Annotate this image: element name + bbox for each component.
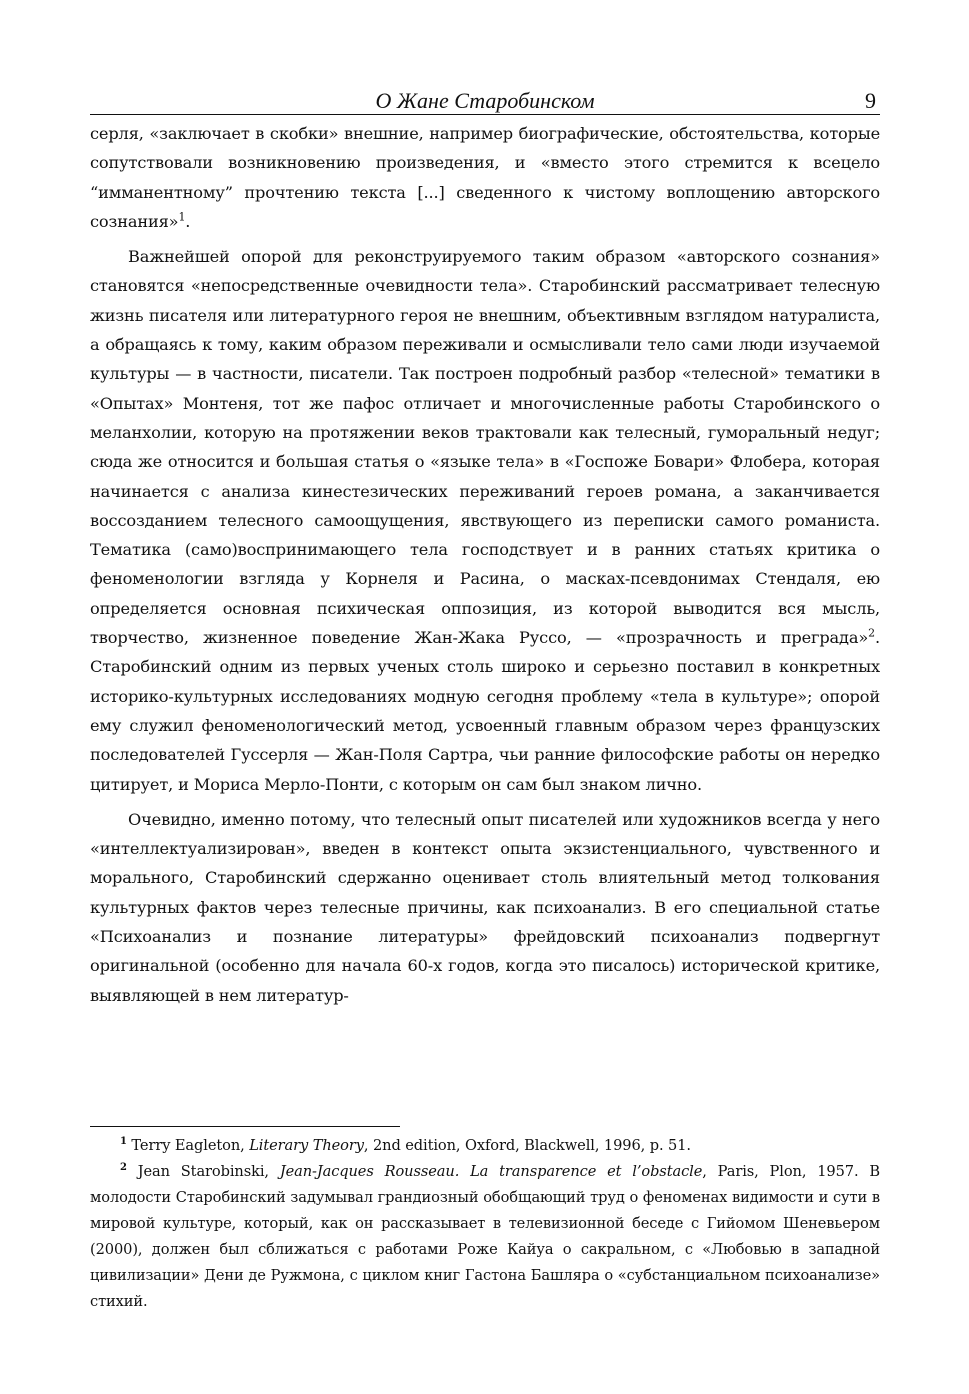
footnote-2 [90,1159,880,1315]
footnote-1-author: Terry Eagleton, [131,1137,250,1154]
footnote-divider [90,1126,400,1127]
footnotes [90,1133,880,1315]
paragraph-3-text: Очевидно, именно потому, что телесный опыт писателей или художников всегда у него «интеллектуализирован», введен в контекст опыта экзистенциального, чувственного и морального, Старобинский сдержанно оценивает столь влиятельный метод толкования культурных фактов через телесные причины, как психоанализ. В его специальной статье «Психоанализ и познание литературы» фрейдовский психоанализ подвергнут оригинальной (особенно для начала 60-х годов, когда это писалось) исторической критике, выявляющей в нем литератур- [90,809,880,1005]
footnote-2-mark: 2 [120,1162,127,1174]
paragraph-2-part-1: Важнейшей опорой для реконструируемого таким образом «авторского сознания» становятся «непосредственные очевидности тела». Старобинский рассматривает телесную жизнь писателя или литературного героя не внешним, объективным взглядом натуралиста, а обращаясь к тому, каким образом переживали и осмысливали тело сами люди изучаемой культуры — в частности, писатели. Так построен подробный разбор «телесной» тематики в «Опытах» Монтеня, тот же пафос отличает и многочисленные работы Старобинского о меланхолии, которую на протяжении веков трактовали как телесный, гуморальный недуг; сюда же относится и большая статья о «языке тела» в «Госпоже Бовари» Флобера, которая начинается с анализа кинестезических переживаний героев романа, а заканчивается воссозданием телесного самоощущения, явствующего из переписки самого романиста. Тематика (само)воспринимающего тела господствует и в ранних статьях критика о феноменологии взгляда у Корнеля и Расина, о масках-псевдонимах Стендаля, ею определяется основная психическая оппозиция, из которой выводится вся мысль, творчество, жизненное поведение Жан-Жака Руссо, — «прозрачность и преграда» [90,247,880,648]
paragraph-2 [90,242,880,799]
page-header [90,84,880,115]
page [90,84,880,1016]
footnote-1-rest: , 2nd edition, Oxford, Blackwell, 1996, p. 51. [363,1137,691,1154]
page-number: 9 [865,88,876,113]
running-title: О Жане Старобинском [375,88,595,113]
footnote-1-mark: 1 [120,1136,127,1148]
paragraph-1 [90,119,880,236]
footnote-1 [90,1133,880,1159]
footnote-ref-1[interactable]: 1 [178,210,186,224]
paragraph-1-end: . [185,211,191,231]
paragraph-3 [90,805,880,1010]
footnote-2-author: Jean Starobinski, [137,1163,280,1180]
footnote-1-title: Literary Theory [249,1137,364,1154]
footnote-2-rest: , Paris, Plon, 1957. В молодости Старобинский задумывал грандиозный обобщающий труд о феноменах видимости и сути в мировой культуре, который, как он рассказывает в телевизионной беседе с Гийомом Шеневьером (2000), должен был сближаться с работами Роже Кайуа о сакральном, с «Любовью в западной цивилизации» Дени де Ружмона, с циклом книг Гастона Башляра о «субстанциальном психоанализе» стихий. [90,1163,880,1310]
paragraph-1-text: серля, «заключает в скобки» внешние, например биографические, обстоятельства, которые сопутствовали возникновению произведения, и «вместо этого стремится к всецело “имманентному” прочтению текста [...] сведенного к чистому воплощению авторского сознания» [90,124,880,231]
paragraph-2-part-2: . Старобинский одним из первых ученых столь широко и серьезно поставил в конкретных историко-культурных исследованиях модную сегодня проблему «тела в культуре»; опорой ему служил феноменологический метод, усвоенный главным образом через французских последователей Гуссерля — Жан-Поля Сартра, чьи ранние философские работы он нередко цитирует, и Мориса Мерло-Понти, с которым он сам был знаком лично. [90,628,880,794]
footnote-ref-2[interactable]: 2 [868,626,875,640]
footnote-2-title: Jean-Jacques Rousseau. La transparence et l’obstacle [279,1163,703,1180]
body-text [90,119,880,1010]
